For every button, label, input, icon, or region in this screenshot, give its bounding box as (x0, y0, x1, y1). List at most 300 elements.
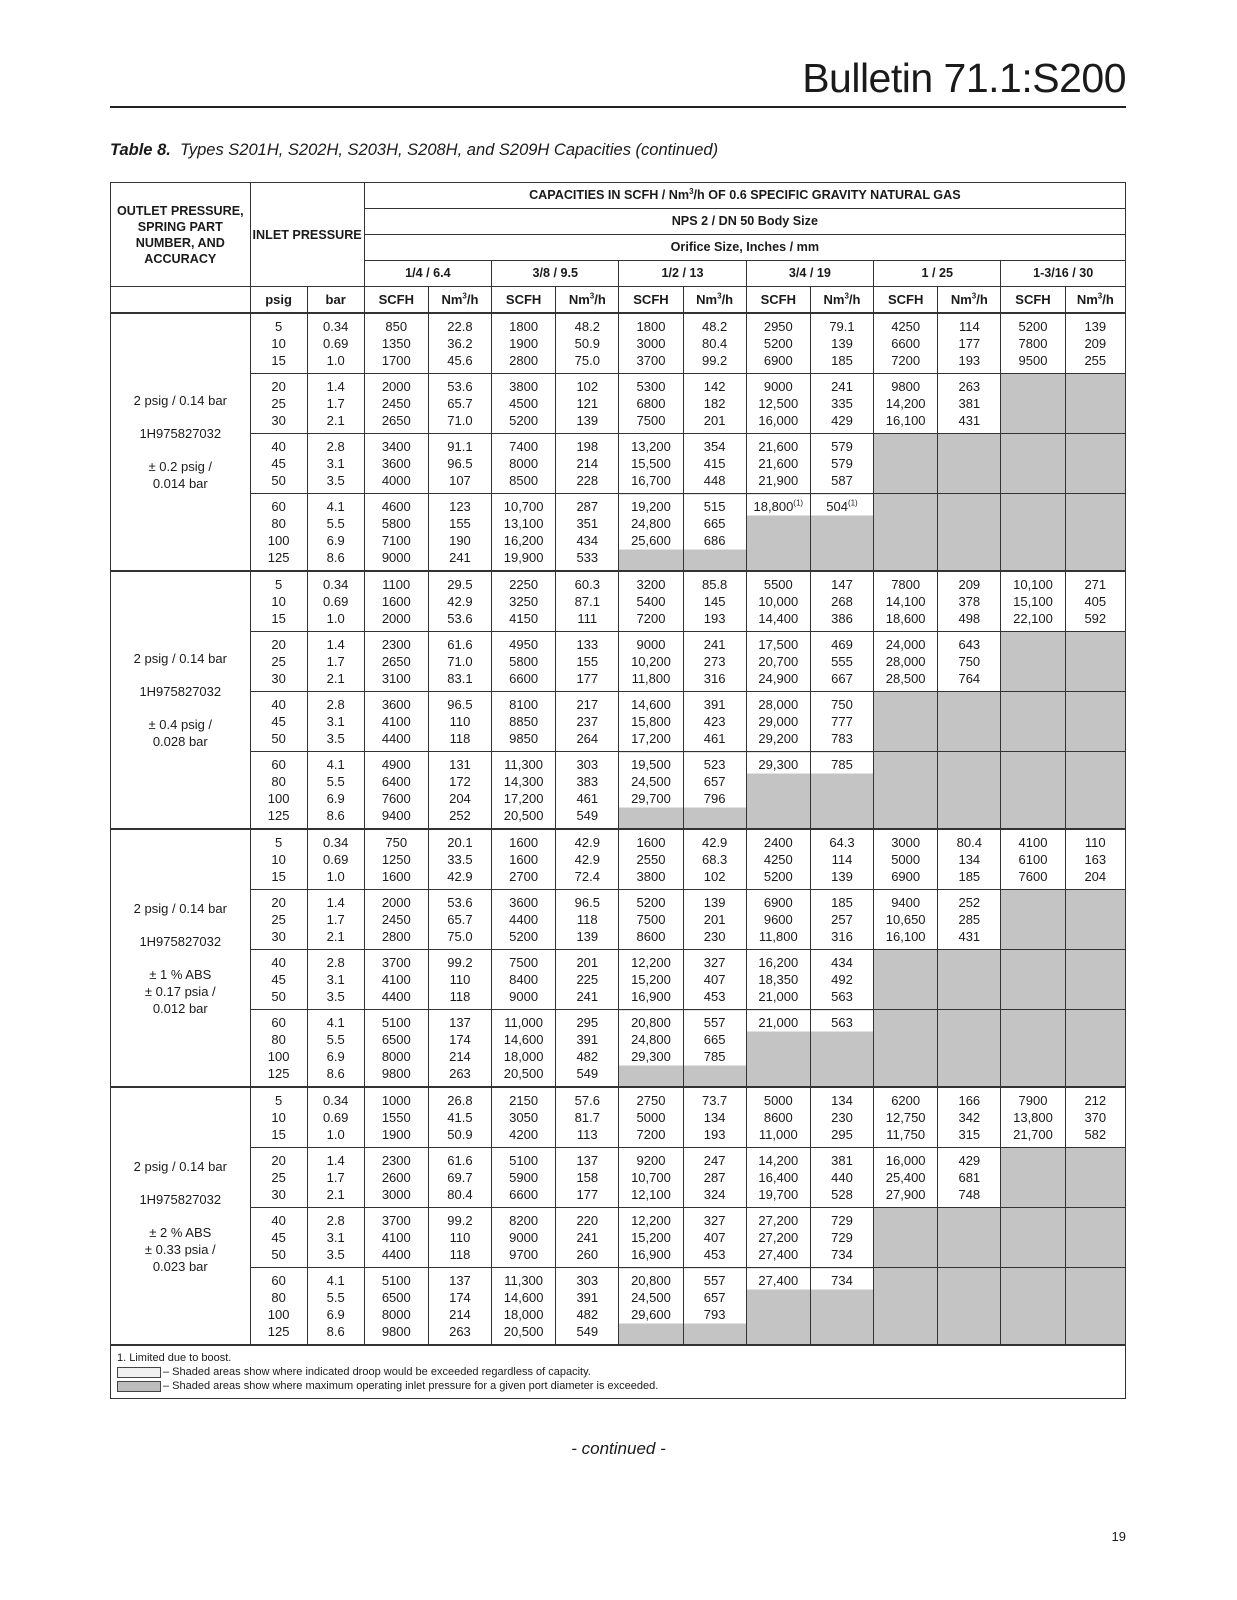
capacity-value: 429 (958, 1153, 981, 1168)
capacity-value: 9200 (636, 1153, 666, 1168)
nm3h-cell (683, 1087, 746, 1148)
capacity-value: 24,900 (758, 671, 799, 686)
nm3h-cell (1065, 1268, 1125, 1346)
capacity-value: 11,750 (886, 1127, 926, 1142)
capacity-value: 80.4 (447, 1187, 473, 1202)
capacity-value: 643 (958, 637, 981, 652)
capacity-value: 7600 (381, 791, 411, 806)
capacity-value: 2150 (509, 1093, 539, 1108)
capacity-value: 110 (449, 714, 471, 729)
capacity-value: 27,400 (758, 1247, 799, 1262)
inlet-psig-cell (250, 890, 307, 950)
nm3h-cell (556, 1087, 619, 1148)
light-shade-swatch (117, 1367, 161, 1378)
capacity-value: 785 (703, 1049, 726, 1064)
scfh-cell (364, 1148, 428, 1208)
capacity-value: 1800 (636, 319, 666, 334)
capacity-value: 163 (1084, 852, 1107, 867)
psig-value: 30 (271, 929, 286, 944)
capacity-value: 8850 (509, 714, 539, 729)
capacity-value: 5200 (1018, 319, 1048, 334)
outlet-spec-cell (111, 571, 251, 829)
bar-value: 3.1 (326, 456, 345, 471)
psig-value: 15 (271, 1127, 286, 1142)
outlet-spec-line: 1H975827032 (139, 684, 222, 699)
capacity-value: 492 (831, 972, 853, 987)
capacity-value: 3600 (381, 456, 411, 471)
psig-value: 125 (267, 808, 290, 823)
capacity-value: 217 (576, 697, 599, 712)
capacity-value: 8100 (509, 697, 539, 712)
capacity-value: 391 (703, 697, 726, 712)
capacity-value: 139 (703, 895, 726, 910)
capacity-value: 7600 (1018, 869, 1048, 884)
nm3h-header: Nm$^3$/h (683, 287, 746, 314)
nm3h-cell (938, 1010, 1001, 1088)
scfh-cell (619, 1148, 683, 1208)
scfh-cell (874, 1010, 938, 1088)
capacity-value: 407 (703, 1230, 726, 1245)
capacity-value: 10,700 (631, 1170, 671, 1185)
nm3h-cell (556, 313, 619, 374)
nm3h-cell (938, 494, 1001, 572)
scfh-cell (619, 692, 683, 752)
bar-value: 1.0 (326, 611, 345, 626)
bar-value: 3.1 (326, 1230, 345, 1245)
capacity-value: 2650 (381, 654, 411, 669)
capacity-value: 252 (958, 895, 981, 910)
scfh-cell (364, 374, 428, 434)
capacity-value: 16,400 (758, 1170, 799, 1185)
psig-value: 80 (271, 516, 286, 531)
scfh-cell (874, 1148, 938, 1208)
scfh-cell (874, 571, 938, 632)
capacity-row-group (111, 692, 1126, 752)
capacity-value: 1600 (636, 835, 666, 850)
capacity-value: 81.7 (574, 1110, 600, 1125)
scfh-cell (364, 752, 428, 830)
capacity-value: 102 (703, 869, 726, 884)
inlet-psig-cell (250, 1087, 307, 1148)
scfh-cell (492, 313, 556, 374)
capacity-value: 241 (831, 379, 853, 394)
capacity-value: 118 (449, 989, 471, 1004)
inlet-psig-cell (250, 571, 307, 632)
nm3h-cell (1065, 692, 1125, 752)
capacity-value: 53.6 (447, 611, 473, 626)
capacity-value: 8500 (509, 473, 539, 488)
capacity-value: 2300 (381, 637, 411, 652)
capacity-value: 431 (958, 929, 981, 944)
psig-value: 10 (271, 336, 286, 351)
bar-value: 3.5 (326, 989, 345, 1004)
outlet-spec-cell (111, 1087, 251, 1345)
capacity-value: 139 (1084, 319, 1107, 334)
inlet-bar-cell (307, 434, 364, 494)
scfh-cell (619, 890, 683, 950)
nm3h-cell (556, 752, 619, 830)
capacity-value: 11,800 (758, 929, 798, 944)
capacity-value: 7800 (891, 577, 921, 592)
inlet-bar-cell (307, 632, 364, 692)
capacity-row-group (111, 1010, 1126, 1088)
capacity-value: 137 (449, 1015, 471, 1030)
capacity-value: 29,000 (758, 714, 799, 729)
outlet-spec-line: 0.023 bar (152, 1258, 208, 1274)
psig-value: 5 (274, 319, 283, 334)
outlet-spec-cell (111, 829, 251, 1087)
table-notes (111, 1345, 1126, 1399)
capacity-value: 26.8 (447, 1093, 473, 1108)
scfh-cell (619, 1010, 683, 1088)
capacity-value: 17,200 (631, 731, 671, 746)
outlet-spec-line: ± 0.17 psia / (144, 983, 216, 999)
scfh-cell (746, 374, 810, 434)
units-spacer (111, 287, 251, 314)
capacity-row-group (111, 434, 1126, 494)
psig-value: 45 (271, 714, 286, 729)
capacity-value: 174 (449, 1032, 471, 1047)
capacity-value: 99.2 (701, 353, 728, 368)
bar-value: 5.5 (326, 1032, 345, 1047)
scfh-cell (874, 313, 938, 374)
capacity-value: 61.6 (447, 637, 473, 652)
capacity-value: 729 (831, 1230, 853, 1245)
capacity-value: 36.2 (447, 336, 473, 351)
scfh-cell (619, 1268, 683, 1346)
capacity-value: 11,000 (758, 1127, 798, 1142)
capacity-value: 131 (449, 757, 471, 772)
bar-value: 3.1 (326, 972, 345, 987)
orifice-2-header: 3/8 / 9.5 (492, 261, 619, 287)
bar-value: 1.7 (326, 396, 345, 411)
capacity-value: 13,800 (1013, 1110, 1053, 1125)
capacity-value: 7200 (891, 353, 921, 368)
psig-value: 20 (271, 379, 286, 394)
capacity-value: 11,300 (504, 1273, 544, 1288)
capacity-value: 5200 (763, 336, 793, 351)
scfh-cell (1001, 1087, 1065, 1148)
capacity-value: 24,800 (631, 1032, 671, 1047)
psig-value: 30 (271, 1187, 286, 1202)
bar-value: 5.5 (326, 1290, 345, 1305)
scfh-cell (874, 890, 938, 950)
scfh-cell (746, 1208, 810, 1268)
bar-value: 2.1 (326, 671, 345, 686)
capacity-value: 255 (1084, 353, 1107, 368)
psig-value: 20 (271, 1153, 286, 1168)
nm3h-cell (1065, 829, 1125, 890)
bar-value: 6.9 (326, 1049, 345, 1064)
nm3h-cell (1065, 313, 1125, 374)
capacity-value: 142 (703, 379, 726, 394)
capacity-value: 91.1 (447, 439, 473, 454)
capacity-value: 523 (703, 757, 726, 772)
nm3h-cell (428, 829, 491, 890)
capacity-value: 681 (958, 1170, 981, 1185)
scfh-cell (1001, 1268, 1065, 1346)
capacity-value: 316 (831, 929, 853, 944)
capacity-value: 4400 (381, 1247, 411, 1262)
capacity-value: 80.4 (956, 835, 982, 850)
capacity-value: 110 (1084, 835, 1106, 850)
bar-value: 3.1 (326, 714, 345, 729)
capacity-value: 193 (703, 1127, 726, 1142)
capacity-value: 3200 (636, 577, 666, 592)
bar-value: 2.1 (326, 413, 345, 428)
capacity-value: 29.5 (447, 577, 473, 592)
capacity-value: 5400 (636, 594, 666, 609)
bar-value: 1.7 (326, 912, 345, 927)
psig-value: 40 (271, 1213, 286, 1228)
outlet-spec-line: 2 psig / 0.14 bar (133, 1158, 227, 1174)
capacity-value: 429 (831, 413, 853, 428)
capacity-value: 415 (703, 456, 726, 471)
psig-value: 50 (271, 989, 286, 1004)
capacity-value: 177 (958, 336, 981, 351)
inlet-bar-cell (307, 890, 364, 950)
capacity-value: 73.7 (701, 1093, 728, 1108)
nm3h-cell (683, 1148, 746, 1208)
capacity-value: 260 (576, 1247, 599, 1262)
capacity-value: 3000 (381, 1187, 411, 1202)
nm3h-cell (810, 313, 873, 374)
nm3h-cell (938, 950, 1001, 1010)
capacity-value: 75.0 (447, 929, 473, 944)
psig-value: 15 (271, 611, 286, 626)
capacity-value: 549 (576, 1324, 599, 1339)
capacity-value: 25,600 (631, 533, 671, 548)
capacity-value: 8600 (636, 929, 666, 944)
capacity-value: 68.3 (701, 852, 728, 867)
capacity-value: 5100 (381, 1015, 411, 1030)
capacity-value: 42.9 (701, 835, 728, 850)
nm3h-cell (810, 950, 873, 1010)
nm3h-cell (938, 632, 1001, 692)
capacity-value: 3700 (636, 353, 666, 368)
capacity-value: 28,000 (885, 654, 926, 669)
bar-value: 8.6 (326, 1324, 345, 1339)
capacity-value: 4250 (891, 319, 921, 334)
bar-value: 0.69 (323, 336, 349, 351)
capacity-value: 796 (703, 791, 726, 806)
outlet-spec-line: ± 2 % ABS (149, 1224, 212, 1240)
capacity-value: 315 (958, 1127, 981, 1142)
nm3h-cell (556, 1148, 619, 1208)
capacity-value: 2000 (381, 895, 411, 910)
scfh-cell (746, 829, 810, 890)
capacity-value: 12,200 (631, 955, 671, 970)
capacity-value: 6900 (763, 353, 793, 368)
capacity-value: 61.6 (447, 1153, 473, 1168)
capacity-value: 6900 (763, 895, 793, 910)
capacity-value: 1600 (509, 835, 539, 850)
scfh-cell (746, 434, 810, 494)
orifice-size-header: Orifice Size, Inches / mm (364, 235, 1125, 261)
capacity-value: 20,800 (631, 1273, 671, 1288)
scfh-cell (874, 494, 938, 572)
capacity-value: 549 (576, 1066, 599, 1081)
capacity-value: 83.1 (447, 671, 473, 686)
capacity-value: 53.6 (447, 895, 473, 910)
capacity-value: 9000 (509, 1230, 539, 1245)
inlet-bar-cell (307, 692, 364, 752)
inlet-bar-cell (307, 752, 364, 830)
nm3h-cell (1065, 632, 1125, 692)
capacity-value: 190 (449, 533, 471, 548)
bar-value: 2.8 (326, 439, 345, 454)
capacity-value: 461 (703, 731, 726, 746)
nm3h-header: Nm$^3$/h (810, 287, 873, 314)
scfh-cell (1001, 434, 1065, 494)
bar-value: 0.34 (323, 835, 349, 850)
inlet-psig-cell (250, 434, 307, 494)
capacity-value: 303 (576, 757, 599, 772)
inlet-bar-cell (307, 1268, 364, 1346)
capacity-value: 4100 (381, 972, 411, 987)
scfh-cell (746, 752, 810, 830)
orifice-5-header: 1 / 25 (874, 261, 1001, 287)
capacity-value: 24,000 (885, 637, 926, 652)
nm3h-cell (428, 1208, 491, 1268)
capacity-value: 69.7 (447, 1170, 473, 1185)
capacity-value: 19,900 (503, 550, 544, 565)
note-limited-boost: 1. Limited due to boost. (117, 1352, 232, 1364)
nm3h-cell (1065, 1208, 1125, 1268)
capacity-value: 137 (449, 1273, 471, 1288)
bar-value: 2.8 (326, 1213, 345, 1228)
capacity-value: 6600 (509, 671, 539, 686)
capacity-value: 193 (703, 611, 726, 626)
capacity-value: 133 (576, 637, 599, 652)
capacity-value: 10,200 (631, 654, 671, 669)
capacity-value: 228 (576, 473, 599, 488)
capacity-row-group (111, 890, 1126, 950)
bar-value: 4.1 (326, 1273, 345, 1288)
header-row-units (111, 287, 1126, 314)
bar-value: 5.5 (326, 516, 345, 531)
scfh-cell (364, 890, 428, 950)
note-dark-shade (117, 1379, 1119, 1393)
capacity-value: 20,500 (503, 808, 544, 823)
capacity-value: 582 (1084, 1127, 1107, 1142)
outlet-pressure-header: OUTLET PRESSURE, SPRING PART NUMBER, AND ACCURACY (111, 183, 251, 287)
capacity-value: 16,000 (758, 413, 799, 428)
nm3h-cell (683, 829, 746, 890)
scfh-cell (492, 829, 556, 890)
scfh-cell (1001, 752, 1065, 830)
capacity-value: 28,000 (758, 697, 799, 712)
nm3h-cell (810, 752, 873, 830)
bar-value: 1.0 (326, 869, 345, 884)
capacity-row-group (111, 571, 1126, 632)
capacity-value: 4400 (381, 731, 411, 746)
capacity-value: 11,800 (631, 671, 671, 686)
nm3h-cell (810, 692, 873, 752)
table-number: Table 8. (110, 141, 171, 159)
capacity-value: 391 (576, 1032, 599, 1047)
capacity-value: 13,200 (631, 439, 671, 454)
outlet-spec-cell (111, 313, 251, 571)
capacity-value: 2000 (381, 379, 411, 394)
nm3h-cell (428, 374, 491, 434)
nm3h-cell (1065, 571, 1125, 632)
capacity-value: 1600 (381, 594, 411, 609)
capacity-value: 87.1 (574, 594, 600, 609)
capacity-value: 6800 (636, 396, 666, 411)
scfh-cell (746, 890, 810, 950)
outlet-spec-line: 2 psig / 0.14 bar (133, 393, 227, 408)
capacity-value: 8600 (763, 1110, 793, 1125)
capacity-value: 528 (831, 1187, 853, 1202)
nm3h-cell (428, 752, 491, 830)
bar-value: 4.1 (326, 757, 345, 772)
inlet-psig-cell (250, 692, 307, 752)
note-dark-text: – Shaded areas show where maximum operating inlet pressure for a given port diameter is exceeded. (163, 1380, 659, 1392)
capacity-value: 121 (576, 396, 599, 411)
capacity-value: 9800 (891, 379, 921, 394)
capacity-value: 193 (958, 353, 981, 368)
capacity-value: 123 (449, 499, 471, 514)
nm3h-cell (1065, 950, 1125, 1010)
scfh-cell (492, 434, 556, 494)
nm3h-cell (556, 374, 619, 434)
capacity-row-group (111, 374, 1126, 434)
nm3h-cell (683, 1010, 746, 1088)
capacity-value: 4150 (509, 611, 539, 626)
capacity-value: 27,400 (758, 1273, 799, 1288)
scfh-cell (364, 829, 428, 890)
scfh-cell (364, 950, 428, 1010)
capacity-value: 139 (831, 869, 853, 884)
capacity-value: 96.5 (574, 895, 600, 910)
capacity-value: 12,500 (758, 396, 799, 411)
scfh-cell (619, 1087, 683, 1148)
capacity-value: 5100 (381, 1273, 411, 1288)
nm3h-cell (683, 374, 746, 434)
psig-value: 50 (271, 1247, 286, 1262)
capacity-value: 10,650 (885, 912, 926, 927)
nm3h-cell (556, 434, 619, 494)
capacity-value: 158 (576, 1170, 599, 1185)
psig-value: 60 (271, 499, 286, 514)
bar-header: bar (307, 287, 364, 314)
scfh-cell (619, 571, 683, 632)
bar-value: 1.7 (326, 654, 345, 669)
scfh-cell (874, 374, 938, 434)
outlet-spec-line: 0.028 bar (152, 734, 208, 749)
capacity-value: 13,100 (503, 516, 544, 531)
bar-value: 2.8 (326, 955, 345, 970)
capacity-value: 549 (576, 808, 599, 823)
capacity-value: 139 (576, 929, 599, 944)
bar-value: 6.9 (326, 533, 345, 548)
capacity-value: 5800 (381, 516, 411, 531)
capacity-value: 18,350 (758, 972, 799, 987)
capacity-value: 8000 (381, 1307, 411, 1322)
capacity-value: 2000 (381, 611, 411, 626)
capacity-value: 285 (958, 912, 981, 927)
nm3h-cell (556, 692, 619, 752)
capacity-value: 667 (831, 671, 853, 686)
nm3h-cell (1065, 434, 1125, 494)
nm3h-cell (938, 1208, 1001, 1268)
capacity-value: 4900 (381, 757, 411, 772)
capacity-value: 6100 (1018, 852, 1048, 867)
capacity-row-group (111, 829, 1126, 890)
capacity-value: 241 (703, 637, 726, 652)
capacity-value: 453 (703, 1247, 726, 1262)
